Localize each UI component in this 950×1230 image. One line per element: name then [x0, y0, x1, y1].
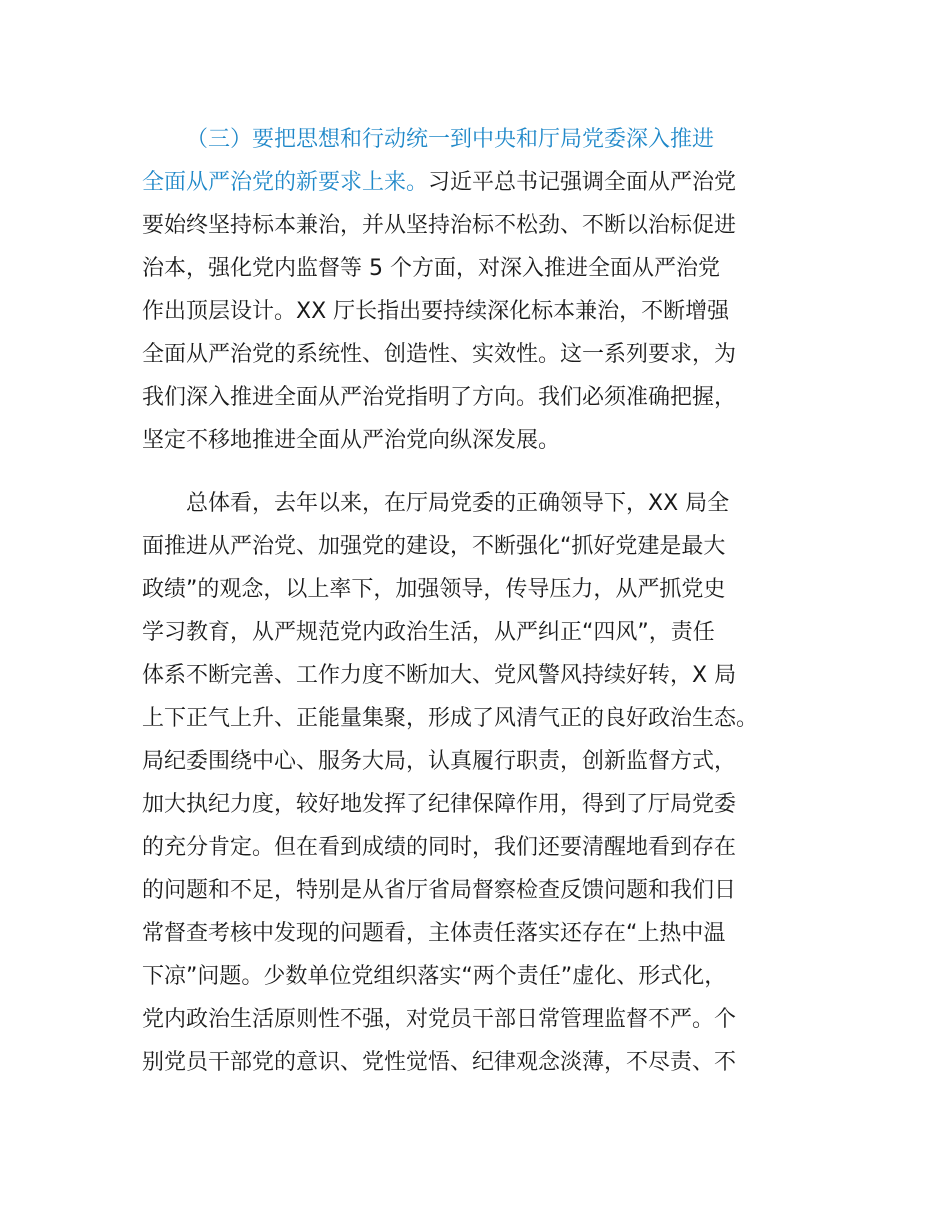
paragraph-section-three — [142, 118, 814, 462]
paragraph-line: 坚定不移地推进全面从严治党向纵深发展。 — [142, 428, 561, 453]
paragraph-line: 的充分肯定。但在看到成绩的同时，我们还要清醒地看到存在 — [142, 835, 737, 860]
paragraph-spacer — [142, 462, 814, 482]
paragraph-line: 局纪委围绕中心、服务大局，认真履行职责，创新监督方式， — [142, 749, 737, 774]
document-body — [142, 118, 814, 1084]
paragraph-line: 常督查考核中发现的问题看，主体责任落实还存在“上热中温 — [142, 921, 726, 946]
paragraph-line: 治本，强化党内监督等 5 个方面，对深入推进全面从严治党 — [142, 256, 720, 281]
paragraph-line: 学习教育，从严规范党内政治生活，从严纠正“四风”，责任 — [142, 620, 715, 645]
paragraph-line: 下凉”问题。少数单位党组织落实“两个责任”虚化、形式化， — [142, 964, 727, 989]
paragraph-overview — [142, 482, 814, 1084]
paragraph-line: 我们深入推进全面从严治党指明了方向。我们必须准确把握， — [142, 385, 737, 410]
section-heading-line-2: 全面从严治党的新要求上来。 — [142, 170, 429, 195]
paragraph-line: 面推进从严治党、加强党的建设，不断强化“抓好党建是最大 — [142, 534, 726, 559]
paragraph-text: 习近平总书记强调全面从严治党 — [428, 170, 737, 195]
section-heading-line-1: （三）要把思想和行动统一到中央和厅局党委深入推进 — [186, 127, 715, 152]
paragraph-line: 上下正气上升、正能量集聚，形成了风清气正的良好政治生态。 — [142, 706, 759, 731]
paragraph-line: 要始终坚持标本兼治，并从坚持治标不松劲、不断以治标促进 — [142, 213, 737, 238]
paragraph-line: 政绩”的观念，以上率下，加强领导，传导压力，从严抓党史 — [142, 577, 726, 602]
paragraph-line: 全面从严治党的系统性、创造性、实效性。这一系列要求，为 — [142, 342, 737, 367]
paragraph-line — [142, 161, 814, 204]
paragraph-line: 加大执纪力度，较好地发挥了纪律保障作用，得到了厅局党委 — [142, 792, 737, 817]
paragraph-line: 的问题和不足，特别是从省厅省局督察检查反馈问题和我们日 — [142, 878, 737, 903]
paragraph-line: 别党员干部党的意识、党性觉悟、纪律观念淡薄，不尽责、不 — [142, 1050, 737, 1075]
paragraph-first-line: 总体看，去年以来，在厅局党委的正确领导下，XX 局全 — [186, 491, 730, 516]
paragraph-line: 体系不断完善、工作力度不断加大、党风警风持续好转，X 局 — [142, 663, 737, 688]
paragraph-line: 作出顶层设计。XX 厅长指出要持续深化标本兼治，不断增强 — [142, 299, 730, 324]
paragraph-line: 党内政治生活原则性不强，对党员干部日常管理监督不严。个 — [142, 1007, 737, 1032]
